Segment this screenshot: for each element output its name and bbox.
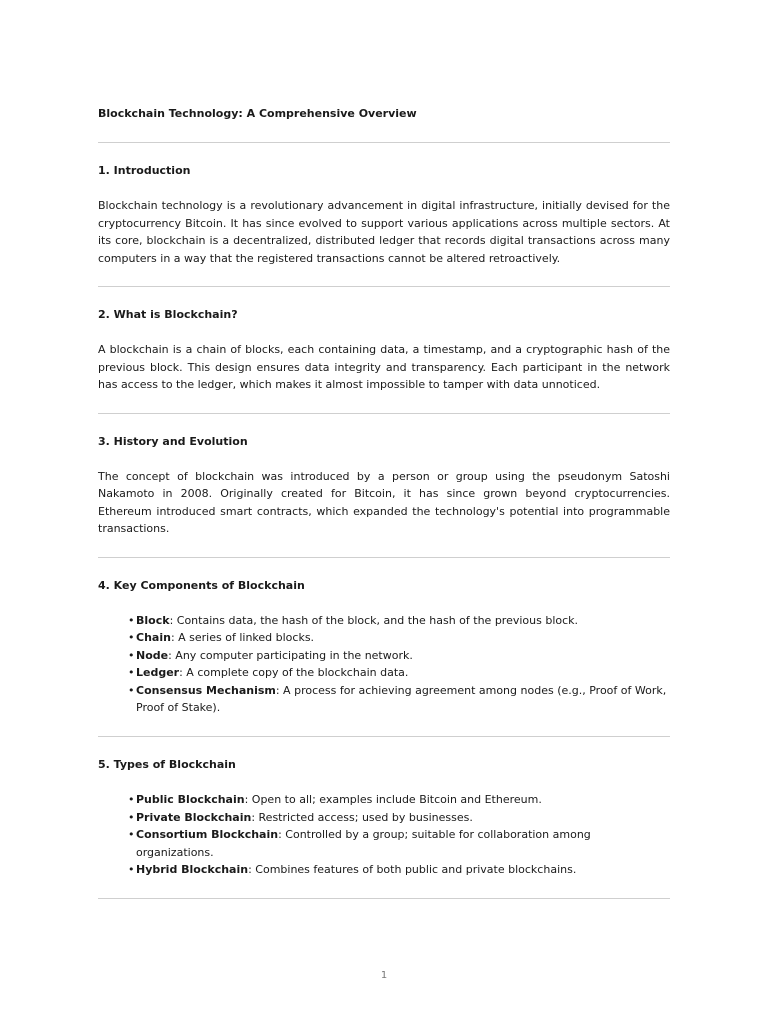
section-divider <box>98 898 670 899</box>
section-divider <box>98 286 670 287</box>
document-title: Blockchain Technology: A Comprehensive Overview <box>98 107 417 120</box>
bullet-icon: • <box>128 863 135 877</box>
list-item-description: : Contains data, the hash of the block, and the hash of the previous block. <box>169 613 579 627</box>
list-item-description: : Controlled by a group; suitable for collaboration among organizations. <box>136 828 591 859</box>
list-item <box>128 861 670 879</box>
section-divider <box>98 142 670 143</box>
bullet-icon: • <box>128 631 135 645</box>
list-item-term: Hybrid Blockchain <box>136 863 249 877</box>
bullet-icon: • <box>128 666 135 680</box>
list-item <box>128 664 670 682</box>
bullet-icon: • <box>128 828 135 842</box>
list-item <box>128 682 670 717</box>
components-list <box>98 612 670 718</box>
list-item-term: Consensus Mechanism <box>136 683 276 697</box>
section-heading: 3. History and Evolution <box>98 434 248 448</box>
bullet-icon: • <box>128 613 135 627</box>
types-list <box>98 791 670 879</box>
bullet-icon: • <box>128 793 135 807</box>
section-paragraph: The concept of blockchain was introduced by a person or group using the pseudonym Satoshi Nakamoto in 2008. Originally created for Bitcoin, it has since grown beyond cryptocurrencies. Ethereum introduced smart contracts, which expanded the technology's potential into programmable transactions. <box>98 469 670 535</box>
list-item-term: Private Blockchain <box>136 810 252 824</box>
list-item-term: Chain <box>136 631 171 645</box>
section-paragraph: A blockchain is a chain of blocks, each containing data, a timestamp, and a cryptographic hash of the previous block. This design ensures data integrity and transparency. Each participant in the network has access to the ledger, which makes it almost impossible to tamper with data unnoticed. <box>98 343 670 391</box>
bullet-icon: • <box>128 683 135 697</box>
section-introduction <box>98 163 670 287</box>
section-divider <box>98 557 670 558</box>
list-item <box>128 612 670 630</box>
list-item <box>128 809 670 827</box>
list-item <box>128 826 670 861</box>
section-types <box>98 757 670 899</box>
document-page <box>98 106 670 899</box>
section-divider <box>98 736 670 737</box>
section-heading: 5. Types of Blockchain <box>98 758 236 772</box>
list-item-description: : A process for achieving agreement among nodes (e.g., Proof of Work, Proof of Stake). <box>136 683 667 715</box>
section-heading: 2. What is Blockchain? <box>98 308 238 321</box>
list-item-description: : Open to all; examples include Bitcoin and Ethereum. <box>244 793 542 807</box>
list-item-term: Block <box>136 613 170 627</box>
section-paragraph: Blockchain technology is a revolutionary advancement in digital infrastructure, initially devised for the cryptocurrency Bitcoin. It has since evolved to support various applications across multiple sectors. At its core, blockchain is a decentralized, distributed ledger that records digital transactions across many computers in a way that the registered transactions cannot be altered retroactively. <box>98 199 670 265</box>
list-item-description: : Any computer participating in the network. <box>168 648 413 662</box>
section-heading: 1. Introduction <box>98 164 191 177</box>
list-item <box>128 647 670 665</box>
bullet-icon: • <box>128 648 135 662</box>
list-item-description: : A series of linked blocks. <box>170 631 315 645</box>
list-item-term: Public Blockchain <box>136 793 245 807</box>
list-item-term: Consortium Blockchain <box>136 828 279 842</box>
section-divider <box>98 413 670 414</box>
list-item <box>128 791 670 809</box>
section-heading: 4. Key Components of Blockchain <box>98 578 305 592</box>
list-item-description: : Combines features of both public and private blockchains. <box>248 863 577 877</box>
page-number: 1 <box>380 970 388 981</box>
section-what-is-blockchain <box>98 307 670 414</box>
list-item-description: : A complete copy of the blockchain data. <box>179 666 409 680</box>
list-item-term: Node <box>136 648 169 662</box>
section-history <box>98 434 670 558</box>
list-item <box>128 629 670 647</box>
section-key-components <box>98 578 670 738</box>
list-item-description: : Restricted access; used by businesses. <box>251 810 473 824</box>
bullet-icon: • <box>128 810 135 824</box>
list-item-term: Ledger <box>136 666 180 680</box>
